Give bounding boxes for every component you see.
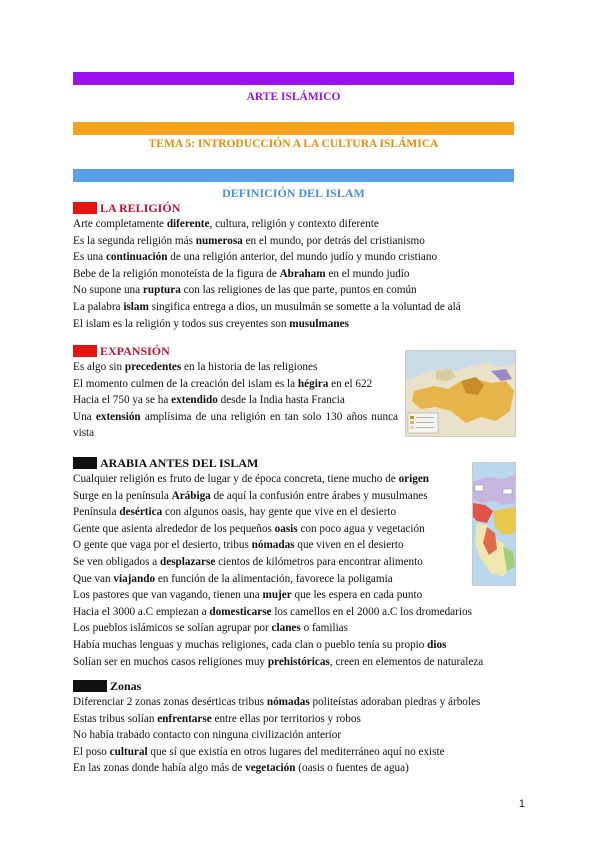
bold-term: musulmanes [289,317,349,330]
line-text: singifica entrega a dios, un musulmán se somette a la voluntad de alá [148,300,461,313]
line-text: Es algo sin [73,361,125,373]
line-text: en el 622 [328,377,373,390]
line-text: con las religiones de las que parte, puntos en común [180,284,417,297]
bold-term: ruptura [142,284,181,297]
line-text: amplísima de una religión en tan solo 130 años nunca vista [73,410,399,440]
bold-term: domesticarse [209,605,272,618]
bold-term: precedentes [124,361,182,373]
bold-term: dios [427,638,447,651]
bold-term: continuación [105,251,168,264]
bold-term: diferente [166,218,210,230]
line-text: desde la India hasta Francia [217,394,345,407]
bold-term: numerosa [195,234,243,247]
bold-term: cultural [109,745,148,758]
line-text: Diferenciar 2 zonas zonas desérticas tribus [73,696,267,708]
bold-term: oasis [274,522,298,535]
text-line [73,571,483,588]
line-text: en la historia de las religiones [181,361,318,373]
expansion-text [73,359,398,442]
text-line [73,488,483,505]
text-line [73,537,483,554]
line-text: Es una [73,251,106,264]
map-image [473,463,515,585]
text-line [73,266,461,283]
text-line [73,216,461,233]
map-image [406,351,515,436]
line-text: Estas tribus solían [73,712,158,725]
text-line [73,760,480,777]
religion-heading-text: LA RELIGIÓN [100,200,181,215]
line-text: en el mundo judío [325,267,410,280]
bold-term: nómadas [251,539,295,552]
religion-text [73,216,461,332]
line-text: O gente que vaga por el desierto, tribus [73,539,252,552]
line-text: El poso [73,745,110,758]
title-bar [73,72,514,85]
text-line [73,376,398,393]
bold-term: enfrentarse [157,712,212,725]
arabia-text [73,471,483,670]
bold-term: mujer [262,589,292,602]
text-line [73,359,398,376]
subtitle-bar [73,122,514,135]
line-text: de una religión anterior, del mundo judío y mundo cristiano [167,251,438,264]
line-text: Los pueblos islámicos se solían agrupar por [73,622,272,635]
section-title: DEFINICIÓN DEL ISLAM [222,186,365,200]
text-line [73,620,483,637]
line-text: Cualquier religión es fruto de lugar y de época concreta, tiene mucho de [73,473,399,485]
text-line [73,504,483,521]
line-text: Hacia el 3000 a.C empiezan a [73,605,210,618]
bold-term: Arábiga [171,489,211,502]
line-text: o familias [300,622,348,635]
text-line [73,282,461,299]
line-text: en función de la alimentación, favorece la poligamia [155,572,393,585]
line-text: cientos de kilómetros para encontrar alimento [215,555,423,568]
line-text: Solían ser en muchos casos religiones muy [73,655,268,668]
zonas-text [73,694,480,777]
red-marker-icon [73,345,97,357]
line-text: Una [73,410,96,423]
line-text: No supone una [73,284,143,297]
document-title: ARTE ISLÁMICO [246,91,341,103]
line-text: Arte completamente [73,218,167,230]
line-text: de aquí la confusión entre árabes y musulmanes [210,489,428,502]
bold-term: nómadas [266,696,310,708]
line-text: politeístas adoraban piedras y árboles [309,696,481,708]
bold-term: islam [123,300,149,313]
bold-term: prehistóricas [267,655,330,668]
bold-term: origen [398,473,430,485]
bold-term: hégira [297,377,329,390]
line-text: , creen en elementos de naturaleza [329,655,484,668]
line-text: con poco agua y vegetación [297,522,425,535]
text-line [73,299,461,316]
line-text: Hacia el 750 ya se ha [73,394,172,407]
black-marker-icon [73,457,97,469]
bold-term: extensión [95,410,141,423]
text-line [73,727,480,744]
islam-expansion-map [405,350,516,437]
line-text: los camellos en el 2000 a.C los dromedarios [271,605,472,618]
text-line [73,409,398,442]
text-line [73,249,461,266]
text-line [73,637,483,654]
text-line [73,587,483,604]
line-text: El momento culmen de la creación del islam es la [73,377,298,390]
arabia-heading-text: ARABIA ANTES DEL ISLAM [100,455,259,470]
text-line [73,554,483,571]
text-line [73,694,480,711]
bold-term: viajando [113,572,156,585]
line-text: Surge en la península [73,489,172,502]
line-text: Gente que asienta alrededor de los pequeños [73,522,275,535]
arabia-map [472,462,516,586]
text-line [73,744,480,761]
expansion-heading-text: EXPANSIÓN [100,343,170,358]
line-text: Había muchas lenguas y muchas religiones, cada clan o pueblo tenía su propio [73,638,428,651]
text-line [73,654,483,671]
line-text: No había trabado contacto con ninguna civilización anterior [73,729,342,742]
black-marker-icon [73,680,107,692]
line-text: (oasis o fuentes de agua) [295,762,409,775]
zonas-heading-text: Zonas [110,678,142,693]
line-text: que les espera en cada punto [291,589,423,602]
line-text: que viven en el desierto [294,539,404,552]
page-number: 1 [518,798,525,810]
zonas-heading [73,679,141,693]
line-text: En las zonas donde había algo más de [73,762,246,775]
bold-term: desértica [119,506,163,519]
line-text: que sí que existía en otros lugares del mediterráneo aquí no existe [147,745,445,758]
bold-term: clanes [271,622,301,635]
bold-term: extendido [171,394,218,407]
line-text: Es la segunda religión más [73,234,196,247]
section-bar [73,169,514,182]
line-text: , cultura, religión y contexto diferente [209,218,379,230]
line-text: Península [73,506,120,519]
line-text: Bebe de la religión monoteísta de la figura de [73,267,280,280]
line-text: Que van [73,572,114,585]
arabia-heading [73,456,258,470]
text-line [73,316,461,333]
text-line [73,392,398,409]
text-line [73,711,480,728]
line-text: La palabra [73,300,124,313]
line-text: Los pastores que van vagando, tienen una [73,589,263,602]
bold-term: vegetación [245,762,296,775]
bold-term: desplazarse [160,555,216,568]
line-text: El islam es la religión y todos sus creyentes son [73,317,290,330]
text-line [73,604,483,621]
text-line [73,521,483,538]
line-text: en el mundo, por detrás del cristianismo [242,234,425,247]
bold-term: Abraham [279,267,326,280]
text-line [73,233,461,250]
expansion-heading [73,344,170,358]
text-line [73,471,483,488]
document-subtitle: TEMA 5: INTRODUCCIÓN A LA CULTURA ISLÁMICA [148,138,439,150]
religion-heading [73,201,180,215]
line-text: con algunos oasis, hay gente que vive en el desierto [162,506,397,519]
line-text: entre ellas por territorios y robos [211,712,361,725]
line-text: Se ven obligados a [73,555,160,568]
red-marker-icon [73,202,97,214]
